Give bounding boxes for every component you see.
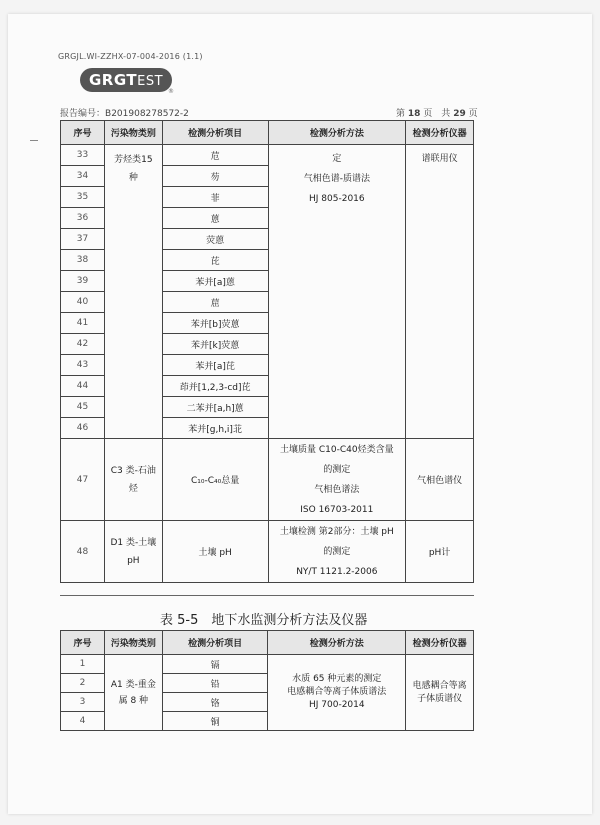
groundwater-methods-table — [60, 630, 474, 731]
header-instrument: 检测分析仪器 — [406, 121, 474, 145]
petroleum-category: C3 类-石油 烃 — [104, 439, 162, 521]
table-row: 36 蒽 — [61, 208, 474, 229]
pah-method: 定 气相色谱-质谱法 HJ 805-2016 — [268, 145, 406, 439]
table-row: 46 苯并[g,h,i]苝 — [61, 418, 474, 439]
soil-methods-table — [60, 120, 474, 583]
table-row: 42 苯并[k]荧蒽 — [61, 334, 474, 355]
soil-ph-method: 土壤检测 第2部分：土壤 pH 的测定 NY/T 1121.2-2006 — [268, 521, 406, 583]
report-number: 报告编号：B201908278572-2 — [60, 109, 189, 119]
pah-category: 芳烃类15 种 — [104, 145, 162, 439]
page-number: 第 18 页 共 29 页 — [396, 109, 478, 119]
table-row: 2 铅 — [61, 674, 474, 693]
table-row: 39 苯并[a]蒽 — [61, 271, 474, 292]
table-row: 4 铜 — [61, 712, 474, 731]
heavy-metal-category: A1 类-重金 属 8 种 — [104, 655, 162, 731]
groundwater-method: 水质 65 种元素的测定 电感耦合等离子体质谱法 HJ 700-2014 — [268, 655, 406, 731]
scan-mark — [30, 140, 38, 141]
table-row: 37 荧蒽 — [61, 229, 474, 250]
header-category: 污染物类别 — [104, 121, 162, 145]
table-row: 43 苯并[a]芘 — [61, 355, 474, 376]
grgtest-logo: GRGTEST — [80, 68, 172, 92]
table-row: 3 铬 — [61, 693, 474, 712]
table-row: 44 茚并[1,2,3-cd]芘 — [61, 376, 474, 397]
petroleum-method: 土壤质量 C10-C40烃类含量 的测定 气相色谱法 ISO 16703-2011 — [268, 439, 406, 521]
table-row-petroleum: 47 C3 类-石油 烃 C₁₀-C₄₀总量 土壤质量 C10-C40烃类含量 的测定 气相色谱法 ISO 16703-2011 气相色谱仪 — [61, 439, 474, 521]
table-row: 38 芘 — [61, 250, 474, 271]
table-row: 33 芳烃类15 种 苊 定 气相色谱-质谱法 HJ 805-2016 谱联用仪 — [61, 145, 474, 166]
soil-ph-category: D1 类-土壤 pH — [104, 521, 162, 583]
table-row: 35 菲 — [61, 187, 474, 208]
header-no: 序号 — [61, 121, 105, 145]
document-code: GRGJL.WI-ZZHX-07-004-2016 (1.1) — [58, 52, 203, 61]
table-row-soil-ph: 48 D1 类-土壤 pH 土壤 pH 土壤检测 第2部分：土壤 pH 的测定 NY/T 1121.2-2006 pH计 — [61, 521, 474, 583]
table-row: 1 A1 类-重金 属 8 种 镉 水质 65 种元素的测定 电感耦合等离子体质谱法 HJ 700-2014 电感耦合等离 子体质谱仪 — [61, 655, 474, 674]
header-method: 检测分析方法 — [268, 121, 406, 145]
table-row: 34 芴 — [61, 166, 474, 187]
table-caption: 表 5-5 地下水监测分析方法及仪器 — [160, 613, 368, 628]
table-row: 45 二苯并[a,h]蒽 — [61, 397, 474, 418]
pah-instrument: 谱联用仪 — [406, 145, 474, 439]
section-divider — [60, 595, 474, 596]
table-row: 40 䓛 — [61, 292, 474, 313]
header-item: 检测分析项目 — [162, 121, 268, 145]
table-row: 41 苯并[b]荧蒽 — [61, 313, 474, 334]
groundwater-instrument: 电感耦合等离 子体质谱仪 — [406, 655, 474, 731]
table-header-row: 序号 污染物类别 检测分析项目 检测分析方法 检测分析仪器 — [61, 631, 474, 655]
registered-mark: ® — [168, 88, 174, 95]
table-header-row — [61, 121, 474, 145]
